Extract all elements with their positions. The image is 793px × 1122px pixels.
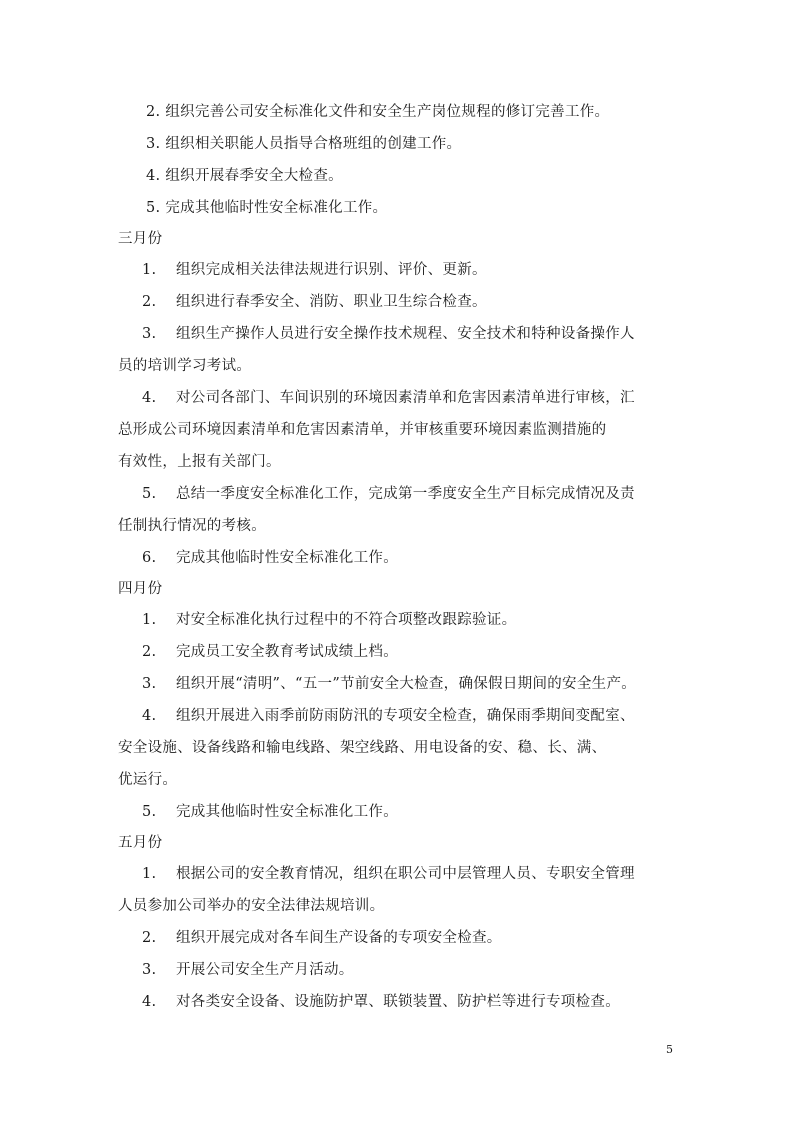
list-item: 2. 组织完善公司安全标准化文件和安全生产岗位规程的修订完善工作。 — [146, 104, 610, 120]
list-item — [142, 706, 635, 726]
item-number: 3. — [142, 962, 157, 978]
item-number: 1. — [142, 866, 157, 882]
section-heading-march: 三月份 — [118, 231, 163, 247]
item-number: 1. — [142, 612, 157, 628]
item-number: 2. — [142, 930, 157, 946]
list-item — [142, 548, 398, 568]
item-continuation: 任制执行情况的考核。 — [118, 518, 266, 534]
item-number: 6. — [142, 550, 157, 566]
list-item — [142, 388, 635, 408]
item-number: 3. — [142, 676, 157, 692]
item-number: 2. — [142, 644, 157, 660]
item-text: 对公司各部门、车间识别的环境因素清单和危害因素清单进行审核，汇 — [176, 390, 635, 406]
list-item — [142, 610, 516, 630]
list-item — [142, 260, 487, 280]
item-continuation: 优运行。 — [118, 772, 178, 788]
section-heading-april: 四月份 — [118, 581, 163, 597]
item-text: 对安全标准化执行过程中的不符合项整改跟踪验证。 — [176, 612, 517, 628]
item-continuation: 人员参加公司举办的安全法律法规培训。 — [118, 898, 385, 914]
list-item: 5. 完成其他临时性安全标准化工作。 — [146, 200, 388, 216]
item-continuation: 总形成公司环境因素清单和危害因素清单，并审核重要环境因素监测措施的 — [118, 422, 607, 438]
item-text: 根据公司的安全教育情况，组织在职公司中层管理人员、专职安全管理 — [176, 866, 635, 882]
item-continuation: 有效性，上报有关部门。 — [118, 454, 281, 470]
item-text: 开展公司安全生产月活动。 — [176, 962, 354, 978]
item-text: 组织开展完成对各车间生产设备的专项安全检查。 — [176, 930, 502, 946]
item-number: 1. — [142, 262, 157, 278]
item-number: 2. — [142, 294, 157, 310]
list-item: 3. 组织相关职能人员指导合格班组的创建工作。 — [146, 136, 462, 152]
item-text: 组织开展进入雨季前防雨防汛的专项安全检查，确保雨季期间变配室、 — [176, 708, 635, 724]
item-number: 5. — [142, 804, 157, 820]
item-number: 3. — [142, 326, 157, 342]
list-item — [142, 928, 502, 948]
list-item: 4. 组织开展春季安全大检查。 — [146, 168, 343, 184]
list-item — [142, 642, 398, 662]
item-text: 完成其他临时性安全标准化工作。 — [176, 550, 398, 566]
item-text: 对各类安全设备、设施防护罩、联锁装置、防护栏等进行专项检查。 — [176, 994, 620, 1010]
item-continuation: 安全设施、设备线路和输电线路、架空线路、用电设备的安、稳、长、满、 — [118, 740, 607, 756]
page-number: 5 — [666, 1043, 673, 1056]
item-text: 组织进行春季安全、消防、职业卫生综合检查。 — [176, 294, 487, 310]
section-heading-may: 五月份 — [118, 835, 163, 851]
list-item — [142, 674, 636, 694]
list-item — [142, 864, 635, 884]
list-item — [142, 960, 354, 980]
item-text: 总结一季度安全标准化工作，完成第一季度安全生产目标完成情况及责 — [176, 486, 635, 502]
item-text: 完成其他临时性安全标准化工作。 — [176, 804, 398, 820]
item-number: 4. — [142, 390, 157, 406]
list-item — [142, 802, 398, 822]
list-item — [142, 992, 620, 1012]
item-text: 完成员工安全教育考试成绩上档。 — [176, 644, 398, 660]
list-item — [142, 292, 487, 312]
item-text: 组织完成相关法律法规进行识别、评价、更新。 — [176, 262, 487, 278]
item-number: 4. — [142, 708, 157, 724]
item-number: 4. — [142, 994, 157, 1010]
list-item — [142, 484, 635, 504]
item-text: 组织开展“清明”、“五一”节前安全大检查，确保假日期间的安全生产。 — [176, 676, 637, 692]
list-item — [142, 324, 635, 344]
item-text: 组织生产操作人员进行安全操作技术规程、安全技术和特种设备操作人 — [176, 326, 635, 342]
item-number: 5. — [142, 486, 157, 502]
item-continuation: 员的培训学习考试。 — [118, 358, 252, 374]
